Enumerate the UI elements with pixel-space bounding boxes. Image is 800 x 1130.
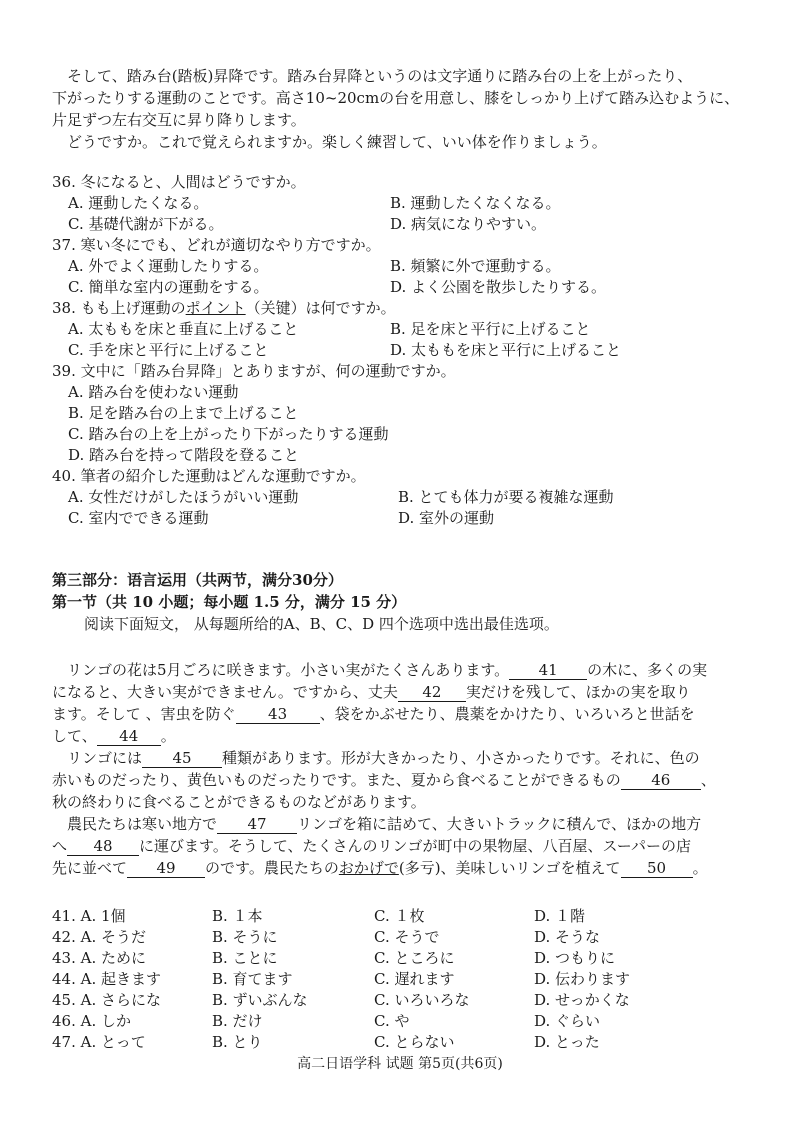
section-instruction: 阅读下面短文， 从每题所给的A、B、C、D 四个选项中选出最佳选项。 — [84, 615, 559, 633]
q38-option-c: C. 手を床と平行に上げること — [68, 341, 269, 359]
q36-option-c: C. 基礎代謝が下がる。 — [68, 215, 224, 233]
cloze-text: 先に並べて — [52, 859, 128, 877]
cloze-text: に運びます。そうして、たくさんのリンゴが町中の果物屋、八百屋、スーパーの店 — [139, 837, 692, 855]
cloze-line — [52, 858, 752, 879]
cloze-text: になると、大きい実ができません。ですから、丈夫 — [52, 683, 398, 701]
choice-option: 44. A. 起きます — [52, 970, 161, 988]
choice-option: 41. A. 1個 — [52, 907, 126, 925]
cloze-text: 。 — [160, 727, 176, 745]
choice-option: D. せっかくな — [534, 991, 630, 1009]
cloze-line — [52, 836, 752, 857]
cloze-line — [52, 682, 752, 703]
blank-45: 45 — [142, 750, 222, 768]
question-37-stem: 37. 寒い冬にでも、どれが適切なやり方ですか。 — [52, 236, 381, 254]
cloze-line — [52, 704, 752, 725]
choice-option: B. １本 — [212, 907, 263, 925]
question-36-stem: 36. 冬になると、人間はどうですか。 — [52, 173, 306, 191]
q40-option-d: D. 室外の運動 — [398, 509, 495, 527]
q38-stem-post: （关键）は何ですか。 — [245, 299, 396, 317]
passage-line: そして、踏み台(踏板)昇降です。踏み台昇降というのは文字通りに踏み台の上を上がったり、 — [52, 67, 693, 85]
cloze-text: 赤いものだったり、黄色いものだったりです。また、夏から食べることができるもの — [52, 771, 621, 789]
q39-option-a: A. 踏み台を使わない運動 — [68, 383, 239, 401]
q39-option-b: B. 足を踏み台の上まで上げること — [68, 404, 299, 422]
choice-option: D. そうな — [534, 928, 601, 946]
choice-option: C. や — [374, 1012, 410, 1030]
q38-option-d: D. 太ももを床と平行に上げること — [390, 341, 622, 359]
cloze-text: ます。そして 、害虫を防ぐ — [52, 705, 236, 723]
cloze-text: の木に、多くの実 — [587, 661, 708, 679]
q39-option-d: D. 踏み台を持って階段を登ること — [68, 446, 300, 464]
q37-option-c: C. 簡単な室内の運動をする。 — [68, 278, 269, 296]
q40-option-c: C. 室内でできる運動 — [68, 509, 209, 527]
cloze-text: 農民たちは寒い地方で — [52, 815, 218, 833]
question-38-stem — [52, 298, 396, 319]
cloze-text: リンゴを箱に詰めて、大きいトラックに積んで、ほかの地方 — [297, 815, 702, 833]
q36-option-b: B. 運動したくなくなる。 — [390, 194, 561, 212]
page-footer: 高二日语学科 试题 第5页(共6页) — [297, 1056, 503, 1072]
choice-option: 46. A. しか — [52, 1012, 131, 1030]
blank-42: 42 — [398, 684, 466, 702]
cloze-underlined-word: おかげで — [338, 859, 399, 877]
blank-44: 44 — [97, 728, 161, 746]
choice-option: B. ことに — [212, 949, 278, 967]
choice-option: D. とった — [534, 1033, 600, 1051]
q37-option-d: D. よく公園を散歩したりする。 — [390, 278, 607, 296]
cloze-line: 秋の終わりに食べることができるものなどがあります。 — [52, 793, 426, 811]
blank-49: 49 — [127, 860, 205, 878]
choice-option: D. つもりに — [534, 949, 616, 967]
q40-option-a: A. 女性だけがしたほうがいい運動 — [68, 488, 299, 506]
q36-option-a: A. 運動したくなる。 — [68, 194, 209, 212]
cloze-text: へ — [52, 837, 68, 855]
q38-stem-underlined: ポイント — [185, 299, 246, 317]
q36-option-d: D. 病気になりやすい。 — [390, 215, 547, 233]
choice-option: C. ところに — [374, 949, 455, 967]
q38-stem-pre: 38. もも上げ運動の — [52, 299, 186, 317]
cloze-text: 実だけを残して、ほかの実を取り — [465, 683, 691, 701]
question-40-stem: 40. 筆者の紹介した運動はどんな運動ですか。 — [52, 467, 366, 485]
blank-47: 47 — [217, 816, 297, 834]
blank-50: 50 — [621, 860, 693, 878]
cloze-text: (多亏)、美味しいリンゴを植えて — [398, 859, 621, 877]
cloze-line — [52, 660, 752, 681]
choice-option: C. 遅れます — [374, 970, 455, 988]
passage-line: 下がったりする運動のことです。高さ10~20cmの台を用意し、膝をしっかり上げて踏み込むように、 — [52, 89, 740, 107]
cloze-text: して、 — [52, 727, 97, 745]
q39-option-c: C. 踏み台の上を上がったり下がったりする運動 — [68, 425, 389, 443]
cloze-text: のです。農民たちの — [205, 859, 339, 877]
choice-option: C. とらない — [374, 1033, 455, 1051]
passage-line: どうですか。これで覚えられますか。楽しく練習して、いい体を作りましょう。 — [52, 133, 607, 151]
cloze-text: 、袋をかぶせたり、農薬をかけたり、いろいろと世話を — [319, 705, 695, 723]
q38-option-a: A. 太ももを床と垂直に上げること — [68, 320, 299, 338]
cloze-text: 種類があります。形が大きかったり、小さかったりです。それに、色の — [222, 749, 700, 767]
cloze-line — [52, 726, 752, 747]
choice-option: C. そうで — [374, 928, 440, 946]
choice-option: 45. A. さらにな — [52, 991, 161, 1009]
cloze-text: リンゴの花は5月ごろに咲きます。小さい実がたくさんあります。 — [52, 661, 510, 679]
blank-41: 41 — [509, 662, 587, 680]
section-subheading: 第一节（共 10 小题；每小题 1.5 分，满分 15 分） — [52, 593, 407, 611]
choice-option: 47. A. とって — [52, 1033, 146, 1051]
q37-option-b: B. 頻繁に外で運動する。 — [390, 257, 561, 275]
cloze-line — [52, 748, 752, 769]
choice-option: B. だけ — [212, 1012, 263, 1030]
choice-option: 42. A. そうだ — [52, 928, 146, 946]
choice-option: C. １枚 — [374, 907, 425, 925]
blank-46: 46 — [621, 772, 701, 790]
choice-option: D. １階 — [534, 907, 586, 925]
choice-option: 43. A. ために — [52, 949, 146, 967]
cloze-text: 。 — [692, 859, 708, 877]
choice-option: B. そうに — [212, 928, 278, 946]
cloze-line — [52, 770, 752, 791]
cloze-text: 、 — [700, 771, 716, 789]
cloze-text: リンゴには — [52, 749, 143, 767]
choice-option: B. とり — [212, 1033, 263, 1051]
q37-option-a: A. 外でよく運動したりする。 — [68, 257, 269, 275]
q40-option-b: B. とても体力が要る複雑な運動 — [398, 488, 614, 506]
choice-option: D. 伝わります — [534, 970, 631, 988]
blank-43: 43 — [236, 706, 320, 724]
choice-option: C. いろいろな — [374, 991, 470, 1009]
blank-48: 48 — [67, 838, 139, 856]
cloze-line — [52, 814, 752, 835]
question-39-stem: 39. 文中に「踏み台昇降」とありますが、何の運動ですか。 — [52, 362, 456, 380]
choice-option: B. 育てます — [212, 970, 293, 988]
choice-option: B. ずいぶんな — [212, 991, 308, 1009]
section-heading: 第三部分：语言运用（共两节，满分30分） — [52, 571, 343, 589]
choice-option: D. ぐらい — [534, 1012, 601, 1030]
passage-line: 片足ずつ左右交互に昇り降りします。 — [52, 111, 306, 129]
q38-option-b: B. 足を床と平行に上げること — [390, 320, 591, 338]
